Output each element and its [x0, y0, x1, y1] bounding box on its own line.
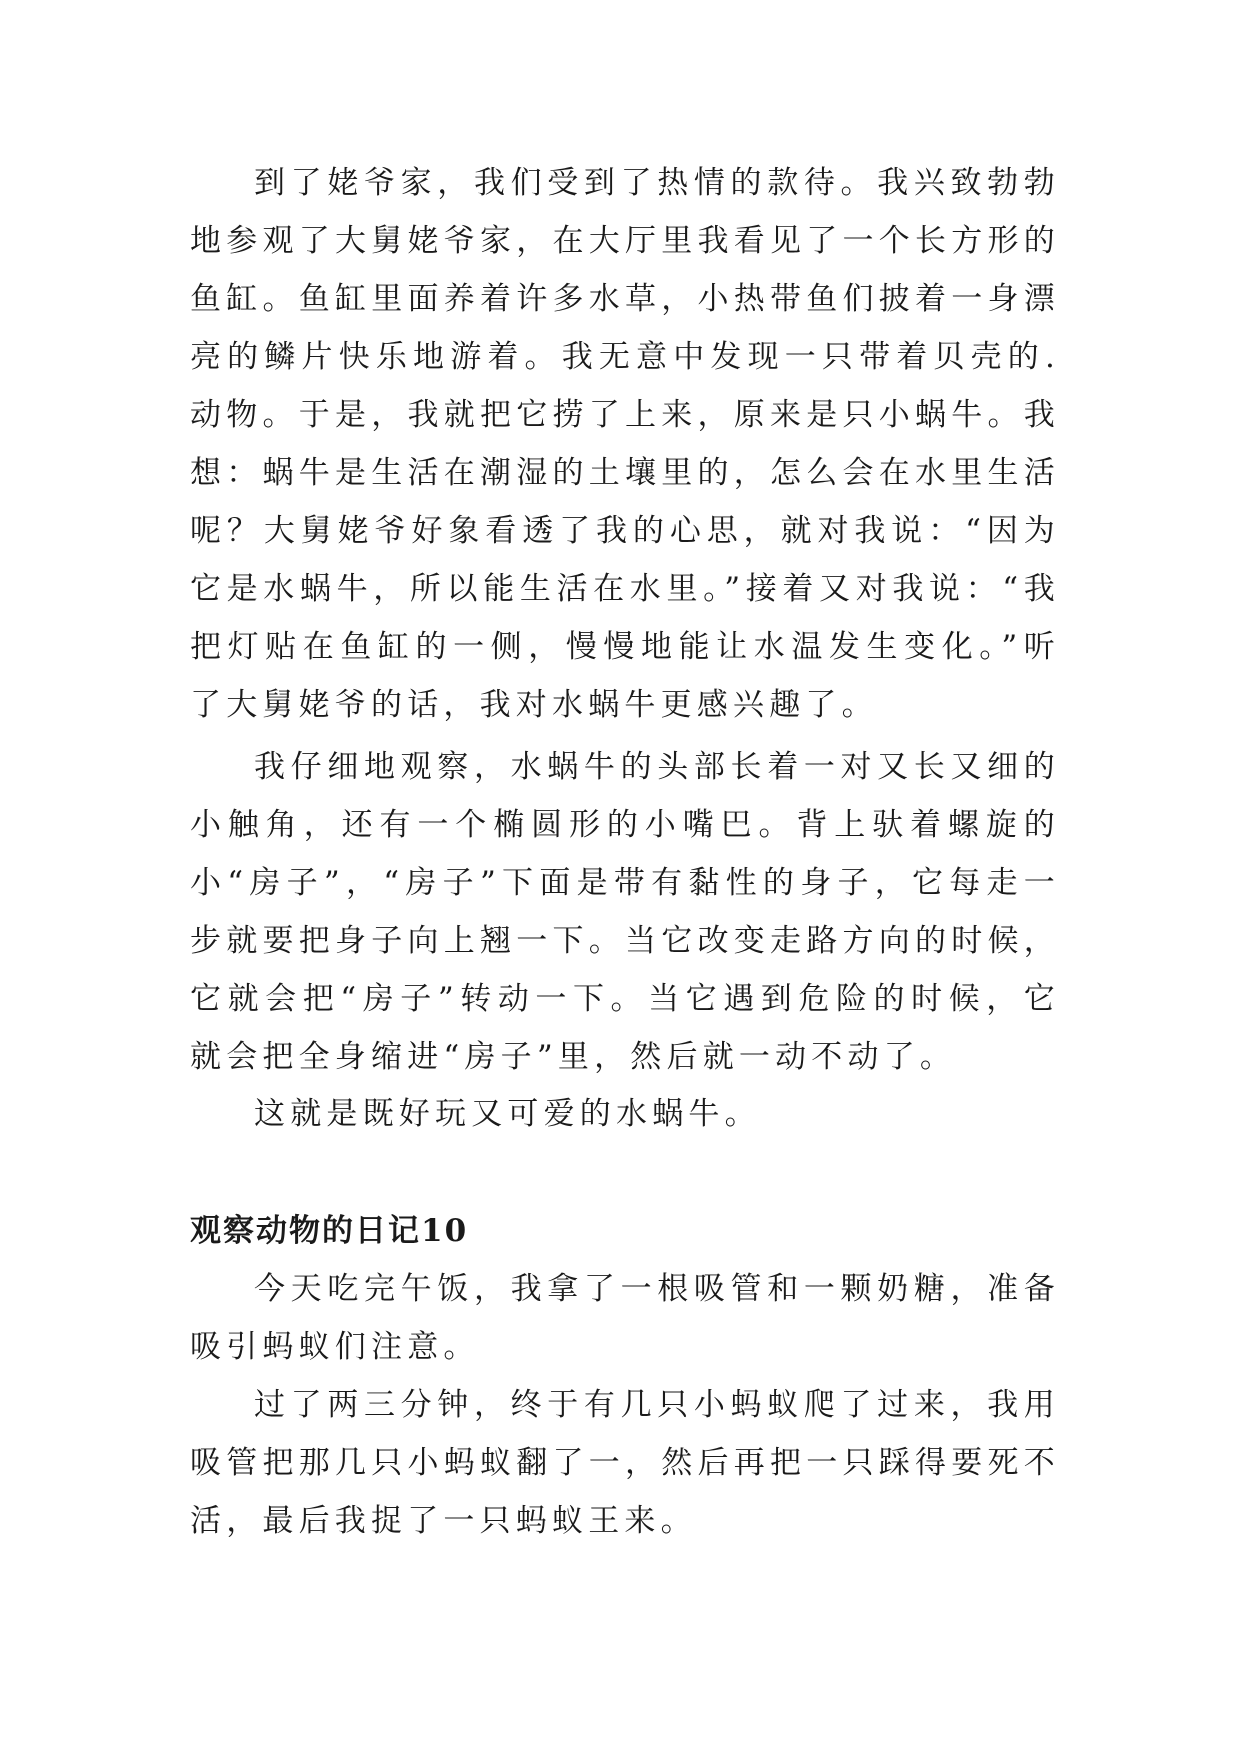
paragraph-visit-grandpa: 到了姥爷家，我们受到了热情的款待。我兴致勃勃地参观了大舅姥爷家，在大厅里我看见了一个长方形的鱼缸。鱼缸里面养着许多水草，小热带鱼们披着一身漂亮的鳞片快乐地游着。我无意中发现一只带着贝壳的.动物。于是，我就把它捞了上来，原来是只小蜗牛。我想：蜗牛是生活在潮湿的土壤里的，怎么会在水里生活呢？大舅姥爷好象看透了我的心思，就对我说：“因为它是水蜗牛，所以能生活在水里。”接着又对我说：“我把灯贴在鱼缸的一侧，慢慢地能让水温发生变化。”听了大舅姥爷的话，我对水蜗牛更感兴趣了。	[190, 165, 1060, 723]
paragraph-lunch: 今天吃完午饭，我拿了一根吸管和一颗奶糖，准备吸引蚂蚁们注意。	[190, 1271, 1060, 1365]
paragraph-conclusion: 这就是既好玩又可爱的水蜗牛。	[254, 1096, 761, 1132]
paragraph-observe-snail: 我仔细地观察，水蜗牛的头部长着一对又长又细的小触角，还有一个椭圆形的小嘴巴。背上驮着螺旋的小“房子”，“房子”下面是带有黏性的身子，它每走一步就要把身子向上翘一下。当它改变走路方向的时候，它就会把“房子”转动一下。当它遇到危险的时候，它就会把全身缩进“房子”里，然后就一动不动了。	[190, 749, 1060, 1075]
section-title: 观察动物的日记10	[190, 1213, 469, 1249]
paragraph-ants: 过了两三分钟，终于有几只小蚂蚁爬了过来，我用吸管把那几只小蚂蚁翻了一，然后再把一只踩得要死不活，最后我捉了一只蚂蚁王来。	[190, 1387, 1060, 1539]
